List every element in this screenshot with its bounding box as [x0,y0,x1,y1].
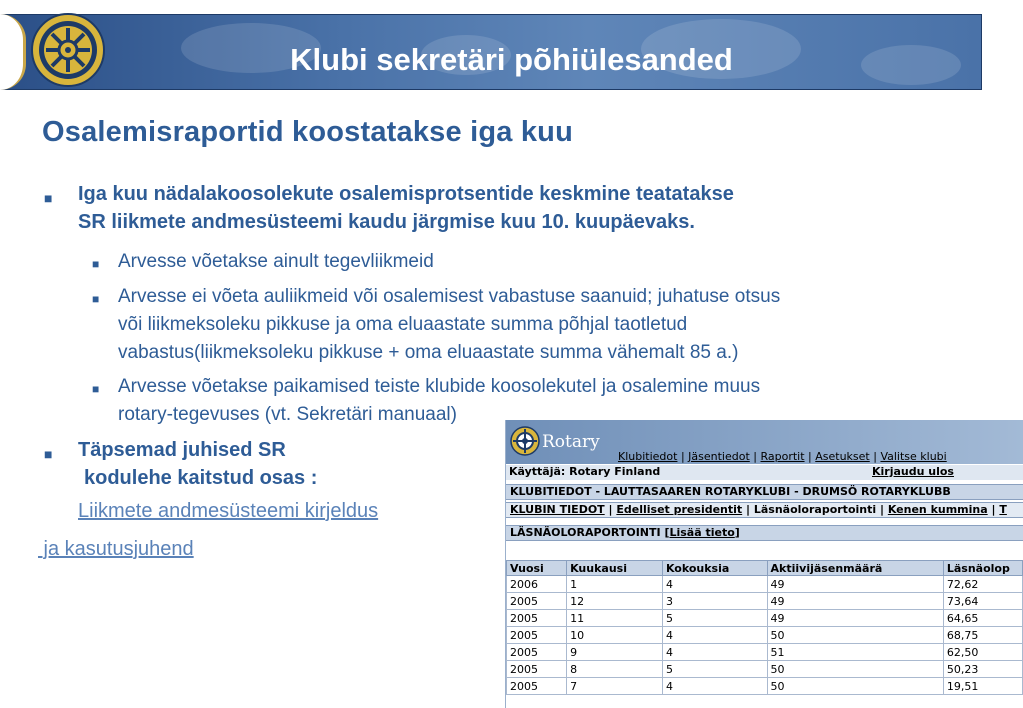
table-cell: 4 [662,644,767,661]
club-title: KLUBITIEDOT - LAUTTASAAREN ROTARYKLUBI - DRUMSÖ ROTARYKLUBB [510,485,951,498]
table-cell: 11 [567,610,663,627]
report-title: LÄSNÄOLORAPORTOINTI [510,526,661,539]
table-cell: 2005 [507,678,567,695]
bullet-text: Arvesse võetakse ainult tegevliikmeid [118,251,434,272]
tab-kenen-kummina[interactable]: Kenen kummina [887,503,988,516]
table-cell: 12 [567,593,663,610]
table-cell: 50,23 [943,661,1022,678]
tab-more[interactable]: T [999,503,1007,516]
table-cell: 4 [662,627,767,644]
table-cell: 50 [767,627,943,644]
bullet-text: rotary-tegevuses (vt. Sekretäri manuaal) [118,404,457,425]
col-kuukausi: Kuukausi [567,561,663,576]
bullet-text: Täpsemad juhised SR [78,439,286,461]
table-cell: 10 [567,627,663,644]
logout-link[interactable]: Kirjaudu ulos [872,465,954,478]
club-title-bar [506,484,1023,500]
table-cell: 7 [567,678,663,695]
table-cell: 2006 [507,576,567,593]
club-tabs-bar: KLUBIN TIEDOT | Edelliset presidentit | Läsnäoloraportointi | Kenen kummina | T [506,502,1023,518]
bullet-main-2 [44,436,318,492]
banner-title: Klubi sekretäri põhiülesanded [290,42,733,77]
bullet-square-icon: ■ [44,190,53,206]
bullet-text: vabastus(liikmeksoleku pikkuse + oma eluaastate summa vähemalt 85 a.) [118,342,739,363]
tab-lasnaoloraportointi[interactable]: Läsnäoloraportointi [753,503,877,516]
table-cell: 5 [662,610,767,627]
table-cell: 2005 [507,610,567,627]
table-cell: 72,62 [943,576,1022,593]
bullet-sub-2 [92,283,781,367]
user-label: Käyttäjä: Rotary Finland [509,465,661,478]
table-cell: 9 [567,644,663,661]
table-cell: 73,64 [943,593,1022,610]
table-cell: 4 [662,576,767,593]
table-cell: 49 [767,576,943,593]
add-record-link[interactable]: Lisää tieto [669,526,735,539]
table-cell: 50 [767,678,943,695]
table-cell: 19,51 [943,678,1022,695]
bullet-text: Arvesse võetakse paikamised teiste klubide koosolekutel ja osalemine muus [118,376,761,397]
screenshot-header [506,420,1023,464]
bullet-square-icon: ■ [92,382,100,396]
col-lasnaolo: Läsnäolop [943,561,1022,576]
table-cell: 64,65 [943,610,1022,627]
table-header-row [507,561,1023,576]
nav-asetukset[interactable]: Asetukset [815,450,870,463]
table-cell: 2005 [507,593,567,610]
table-body [507,576,1023,695]
table-row [507,610,1023,627]
col-kokouksia: Kokouksia [662,561,767,576]
table-cell: 2005 [507,627,567,644]
table-cell: 2005 [507,661,567,678]
table-cell: 62,50 [943,644,1022,661]
table-cell: 1 [567,576,663,593]
nav-valitse-klubi[interactable]: Valitse klubi [880,450,947,463]
table-cell: 3 [662,593,767,610]
table-cell: 4 [662,678,767,695]
nav-raportit[interactable]: Raportit [760,450,805,463]
bullet-square-icon: ■ [44,446,53,462]
tab-klubin-tiedot[interactable]: KLUBIN TIEDOT [510,503,605,516]
doc-link-description[interactable]: Liikmete andmesüsteemi kirjeldus [78,500,379,522]
bullet-text: Arvesse ei võeta auliikmeid või osalemisest vabastuse saanuid; juhatuse otsus [118,286,781,307]
table-row [507,576,1023,593]
report-bar: LÄSNÄOLORAPORTOINTI [Lisää tieto] [506,525,1023,541]
user-bar [506,465,1023,480]
doc-link-user-guide[interactable]: ja kasutusjuhend [38,538,194,560]
table-cell: 8 [567,661,663,678]
bullet-square-icon: ■ [92,257,100,271]
bullet-text: SR liikmete andmesüsteemi kaudu järgmise kuu 10. kuupäevaks. [78,211,695,233]
table-row [507,644,1023,661]
table-cell: 50 [767,661,943,678]
nav-klubitiedot[interactable]: Klubitiedot [618,450,678,463]
slide-title: Osalemisraportid koostatakse iga kuu [42,116,573,148]
table-row [507,661,1023,678]
screenshot-nav: Klubitiedot | Jäsentiedot | Raportit | Asetukset | Valitse klubi [618,450,947,463]
brand-name: Rotary [542,432,600,452]
table-row [507,627,1023,644]
table-cell: 2005 [507,644,567,661]
table-cell: 51 [767,644,943,661]
bullet-text: või liikmeksoleku pikkuse ja oma eluaastate summa põhjal taotletud [118,314,688,335]
bullet-sub-1 [92,248,434,276]
tab-edelliset-presidentit[interactable]: Edelliset presidentit [616,503,743,516]
col-vuosi: Vuosi [507,561,567,576]
embedded-screenshot [505,420,1023,708]
bullet-square-icon: ■ [92,292,100,306]
nav-jasentiedot[interactable]: Jäsentiedot [688,450,750,463]
col-aktiivijasenmaara: Aktiivijäsenmäärä [767,561,943,576]
table-row [507,593,1023,610]
bullet-main-1 [44,180,734,236]
bullet-text: kodulehe kaitstud osas : [84,467,318,489]
table-row [507,678,1023,695]
attendance-table [506,560,1023,695]
table-cell: 5 [662,661,767,678]
table-cell: 68,75 [943,627,1022,644]
table-cell: 49 [767,593,943,610]
rotary-wheel-icon [510,426,540,456]
bullet-text: Iga kuu nädalakoosolekute osalemisprotsentide keskmine teatatakse [78,183,734,205]
table-cell: 49 [767,610,943,627]
